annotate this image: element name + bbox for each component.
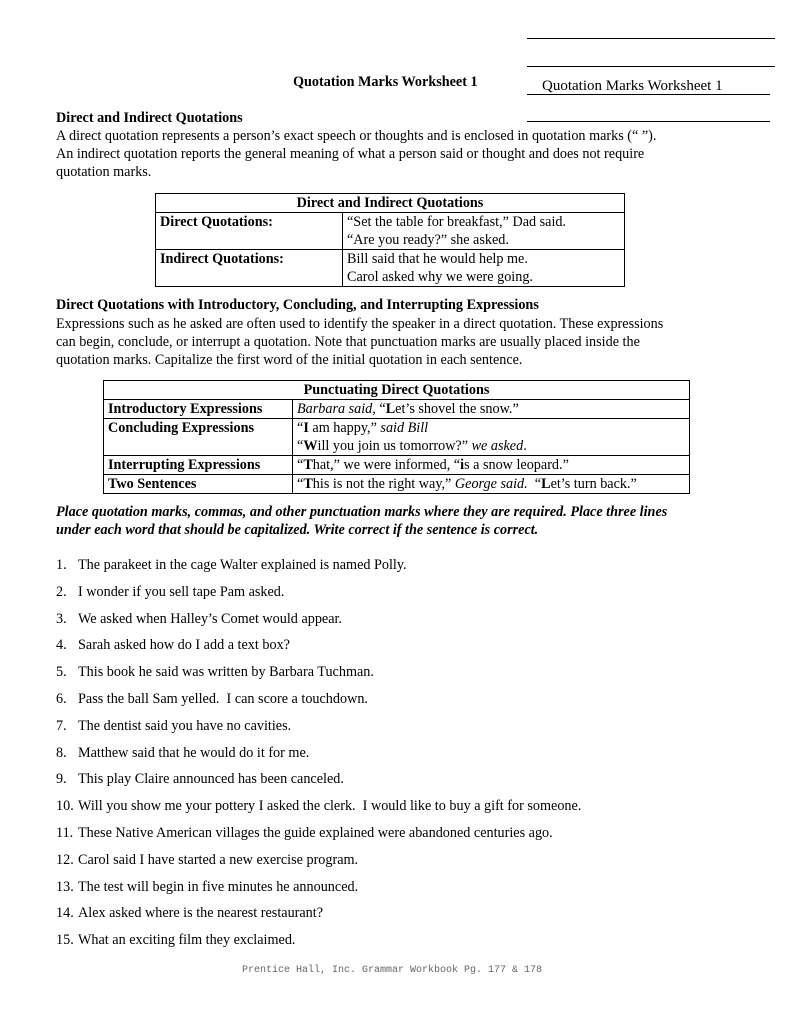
quote-open: “ (527, 476, 542, 492)
capital-letter: T (303, 457, 313, 473)
quote-open: “ (297, 438, 304, 454)
example-line (297, 419, 685, 437)
list-item (56, 878, 581, 905)
table-row (156, 250, 625, 287)
list-item (56, 556, 581, 583)
row-label: Concluding Expressions (104, 419, 293, 456)
body-line: An indirect quotation reports the general meaning of what a person said or thought and does not require (56, 146, 645, 162)
item-number: 8. (56, 744, 67, 761)
quote-rest: et’s turn back.” (550, 476, 637, 492)
date-line (527, 66, 775, 67)
body-line: Expressions such as he asked are often used to identify the speaker in a direct quotation. These expressions (56, 316, 664, 332)
name-line (527, 38, 775, 39)
body-line: quotation marks. Capitalize the first word of the initial quotation in each sentence. (56, 352, 523, 368)
punctuating-table (103, 380, 690, 494)
item-number: 15. (56, 932, 74, 949)
item-text: These Native American villages the guide explained were abandoned centuries ago. (78, 824, 553, 841)
table-row (104, 400, 690, 419)
row-examples (343, 213, 625, 250)
quote-mid: his is not the right way,” (312, 476, 455, 492)
row-label: Two Sentences (104, 475, 293, 494)
capital-letter: T (303, 476, 313, 492)
quote-rest: et’s shovel the snow.” (395, 401, 519, 417)
list-item (56, 744, 581, 771)
item-number: 3. (56, 610, 67, 627)
table-row (156, 213, 625, 250)
item-number: 4. (56, 637, 67, 654)
item-number: 9. (56, 771, 67, 788)
item-number: 7. (56, 717, 67, 734)
speaker-tag: said Bill (380, 420, 429, 436)
section-heading-expressions: Direct Quotations with Introductory, Concluding, and Interrupting Expressions (56, 297, 539, 313)
item-number: 12. (56, 851, 74, 868)
list-item (56, 610, 581, 637)
item-number: 2. (56, 583, 67, 600)
item-number: 1. (56, 557, 67, 573)
list-item (56, 770, 581, 797)
quote-rest: am happy,” (308, 420, 381, 436)
item-text: The test will begin in five minutes he announced. (78, 878, 359, 895)
header-right-title: Quotation Marks Worksheet 1 (542, 78, 723, 94)
item-text: This play Claire announced has been canceled. (78, 771, 344, 788)
quote-open: “ (297, 457, 304, 473)
list-item (56, 690, 581, 717)
item-text: I wonder if you sell tape Pam asked. (78, 583, 285, 600)
instructions (56, 503, 776, 539)
quote-mid: hat,” we were informed, “ (312, 457, 461, 473)
list-item (56, 636, 581, 663)
table-title: Punctuating Direct Quotations (104, 381, 690, 400)
row-example (293, 419, 690, 456)
item-text: This book he said was written by Barbara Tuchman. (78, 664, 374, 681)
quote-rest: ill you join us tomorrow?” (317, 438, 472, 454)
item-text: We asked when Halley’s Comet would appear. (78, 610, 343, 627)
row-example (293, 456, 690, 475)
list-item (56, 904, 581, 931)
section-body-direct-indirect (56, 127, 756, 181)
quote-rest: s a snow leopard.” (464, 457, 569, 473)
item-number: 6. (56, 690, 67, 707)
table-row (104, 456, 690, 475)
example-line: “Will you join us tomorrow?” we asked. (297, 438, 527, 454)
row-label: Indirect Quotations: (156, 250, 343, 287)
item-text: Matthew said that he would do it for me. (78, 744, 310, 761)
section-body-expressions (56, 315, 766, 369)
list-item (56, 851, 581, 878)
list-item (56, 797, 581, 824)
capital-letter: L (385, 401, 396, 417)
row-label: Direct Quotations: (156, 213, 343, 250)
section-heading-direct-indirect: Direct and Indirect Quotations (56, 110, 243, 126)
item-number: 13. (56, 878, 74, 895)
example-line: Bill said that he would help me. (347, 251, 528, 267)
example-line: “Are you ready?” she asked. (347, 232, 509, 248)
item-text: Sarah asked how do I add a text box? (78, 637, 290, 654)
item-text: The parakeet in the cage Walter explained is named Polly. (78, 557, 407, 573)
lowercase-letter: i (460, 457, 465, 473)
quote-open: “ (297, 420, 304, 436)
example-line: “Set the table for breakfast,” Dad said. (347, 214, 567, 230)
example-line: Carol asked why we were going. (347, 269, 533, 285)
item-number: 14. (56, 905, 74, 922)
page-footer: Prentice Hall, Inc. Grammar Workbook Pg. 177 & 178 (242, 965, 543, 976)
instruction-line: under each word that should be capitalized. Write correct if the sentence is correct. (56, 522, 539, 538)
list-item (56, 717, 581, 744)
quote-open: , “ (372, 401, 386, 417)
speaker-tag: Barbara said (297, 401, 373, 417)
list-item (56, 824, 581, 851)
capital-letter: L (541, 476, 551, 492)
speaker-tag: George said. (454, 476, 528, 492)
direct-indirect-table (155, 193, 625, 287)
instruction-line: Place quotation marks, commas, and other punctuation marks where they are required. Place three lines (56, 504, 668, 520)
row-label: Interrupting Expressions (104, 456, 293, 475)
body-line: quotation marks. (56, 164, 152, 180)
list-item (56, 583, 581, 610)
item-number: 5. (56, 664, 67, 681)
list-item (56, 931, 581, 958)
item-text: Alex asked where is the nearest restaurant? (78, 905, 324, 922)
item-text: Carol said I have started a new exercise program. (78, 851, 359, 868)
exercise-list (56, 556, 581, 958)
capital-letter: I (303, 420, 309, 436)
speaker-tag: we asked (471, 438, 524, 454)
row-label: Introductory Expressions (104, 400, 293, 419)
body-line: A direct quotation represents a person’s exact speech or thoughts and is enclosed in quotation marks (“ ”). (56, 128, 657, 144)
quote-open: “ (297, 476, 304, 492)
item-text: What an exciting film they exclaimed. (78, 932, 296, 949)
row-example (293, 400, 690, 419)
item-text: Will you show me your pottery I asked the clerk. I would like to buy a gift for someone. (78, 798, 582, 815)
period-line (527, 121, 770, 122)
table-row (104, 419, 690, 456)
item-text: The dentist said you have no cavities. (78, 717, 292, 734)
capital-letter: W (303, 438, 318, 454)
list-item (56, 663, 581, 690)
title-line (527, 94, 770, 95)
row-example (293, 475, 690, 494)
item-number: 11. (56, 824, 74, 841)
row-examples (343, 250, 625, 287)
page-title: Quotation Marks Worksheet 1 (293, 74, 478, 90)
table-title: Direct and Indirect Quotations (156, 194, 625, 213)
table-row (104, 475, 690, 494)
item-number: 10. (56, 798, 74, 815)
body-line: can begin, conclude, or interrupt a quotation. Note that punctuation marks are usually placed inside the (56, 334, 640, 350)
item-text: Pass the ball Sam yelled. I can score a touchdown. (78, 690, 368, 707)
